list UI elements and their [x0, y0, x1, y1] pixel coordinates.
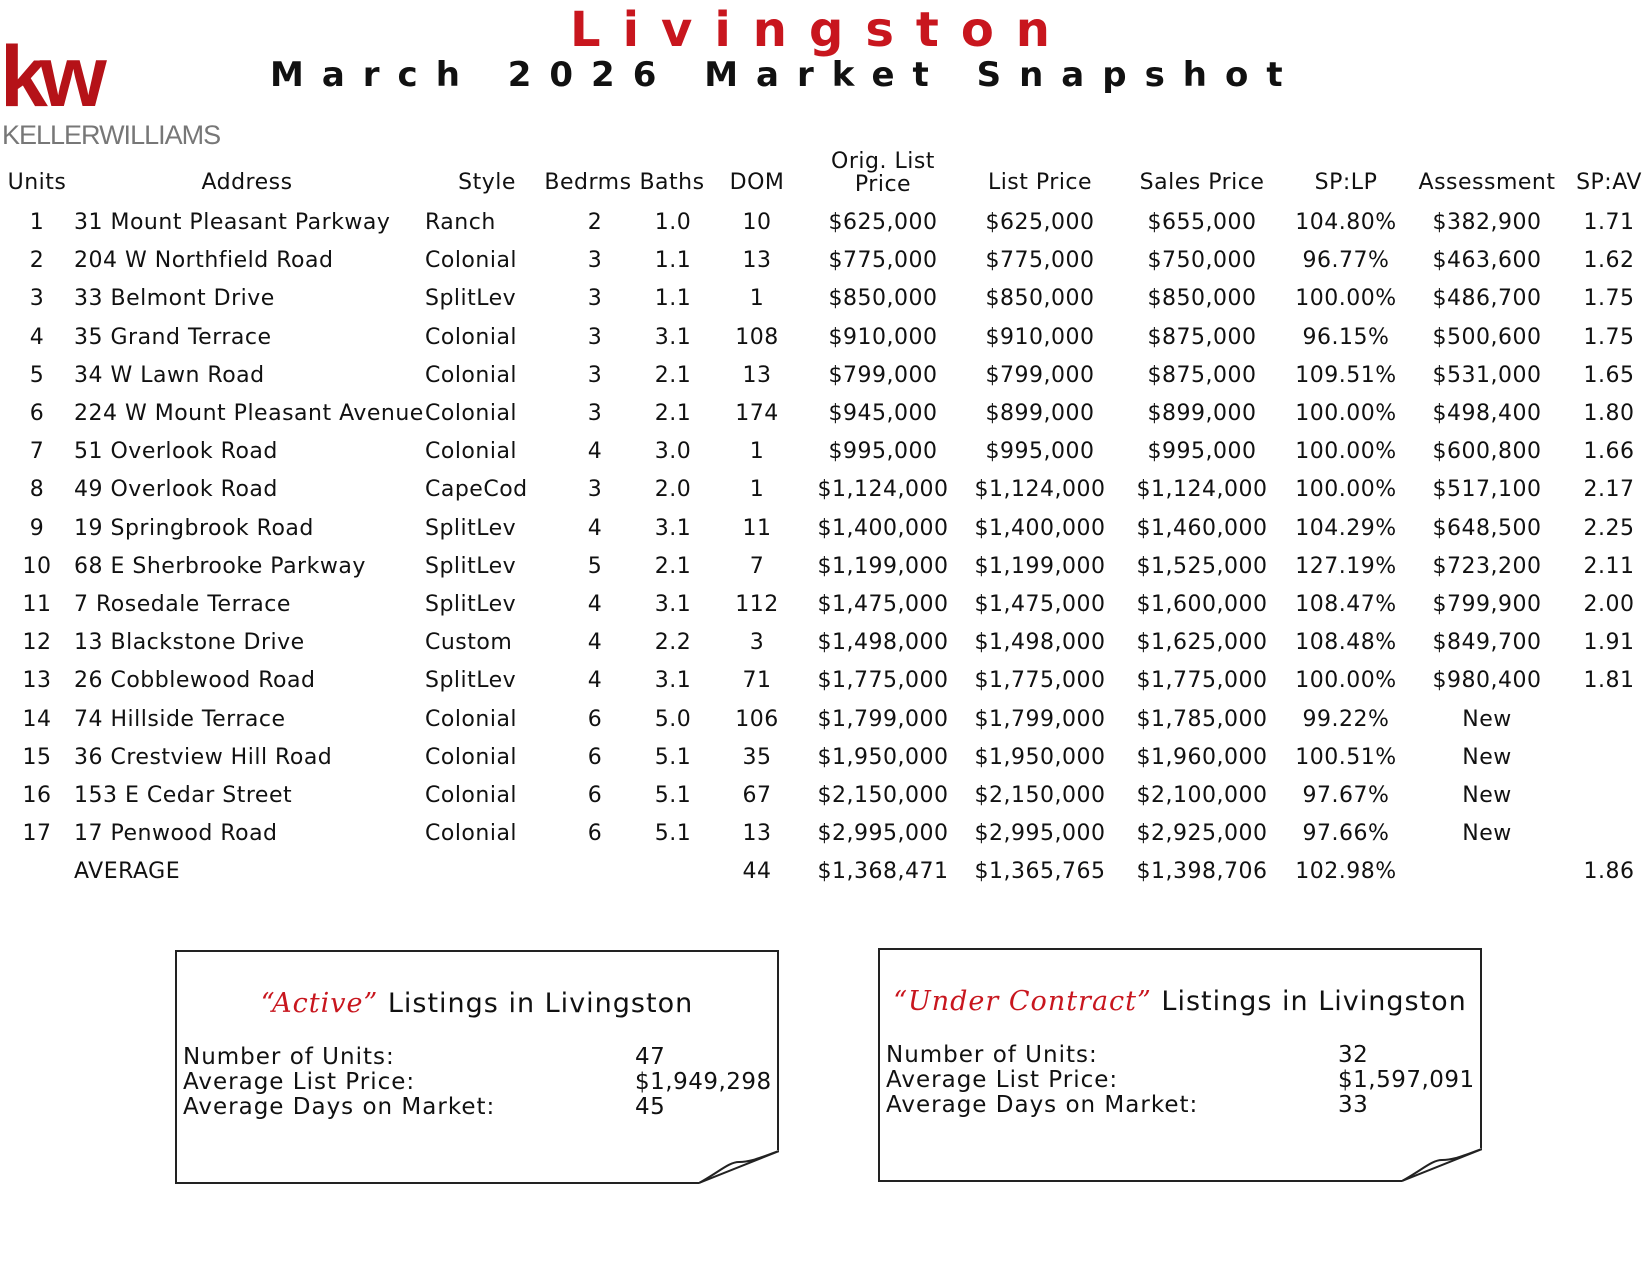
cell-baths: 2.1: [654, 401, 692, 426]
cell-style: Colonial: [425, 821, 518, 847]
contract-title-rest: Listings in Livingston: [1151, 986, 1467, 1017]
cell-dom: 71: [742, 668, 772, 694]
cell-list-price: $1,498,000: [974, 630, 1106, 656]
cell-unit: 4: [29, 324, 45, 350]
cell-sales-price: $1,600,000: [1136, 592, 1268, 617]
cell-orig-list-price: $1,775,000: [817, 668, 949, 694]
active-dom-label: Average Days on Market:: [183, 1094, 496, 1120]
cell-assessment: $799,900: [1432, 592, 1542, 617]
cell-assessment: $980,400: [1432, 668, 1542, 694]
cell-style: Colonial: [425, 324, 518, 350]
cell-assessment: New: [1462, 744, 1512, 770]
cell-unit: 15: [22, 744, 52, 770]
cell-dom: 10: [742, 210, 772, 235]
active-price-label: Average List Price:: [183, 1069, 416, 1095]
cell-bedrms: 3: [587, 286, 603, 312]
cell-sp-lp: 100.00%: [1295, 477, 1397, 503]
active-box-title: [177, 988, 777, 1019]
cell-bedrms: 3: [587, 477, 603, 503]
page-curl-icon: [699, 1150, 779, 1184]
page-subtitle: March 2026 Market Snapshot: [270, 55, 1301, 95]
cell-assessment: $500,600: [1432, 324, 1542, 350]
cell-orig-list-price: $775,000: [828, 248, 938, 274]
cell-orig-list-price: $2,995,000: [817, 821, 949, 847]
cell-list-price: $1,950,000: [974, 744, 1106, 770]
contract-title-emphasis: “Under Contract”: [893, 986, 1152, 1017]
cell-style: Colonial: [425, 362, 518, 388]
cell-unit: 9: [29, 515, 45, 541]
cell-sales-price: $2,925,000: [1136, 821, 1268, 847]
cell-sales-price: $2,100,000: [1136, 783, 1268, 808]
cell-baths: 5.1: [654, 744, 692, 770]
cell-style: CapeCod: [425, 477, 528, 503]
under-contract-box: [878, 948, 1482, 1182]
table-row: [0, 592, 1650, 630]
cell-list-price: $775,000: [985, 248, 1095, 274]
cell-baths: 5.1: [654, 821, 692, 847]
average-list-price: $1,365,765: [974, 859, 1106, 885]
table-row: [0, 783, 1650, 821]
table-header: [0, 140, 1650, 200]
logo-name-bold: KELLER: [2, 120, 100, 150]
cell-baths: 1.1: [654, 248, 692, 274]
cell-sales-price: $750,000: [1147, 248, 1257, 274]
cell-dom: 11: [742, 515, 772, 541]
cell-dom: 1: [749, 477, 765, 503]
table-row: [0, 477, 1650, 515]
cell-bedrms: 5: [587, 553, 603, 579]
cell-address: 19 Springbrook Road: [74, 515, 314, 541]
cell-unit: 8: [29, 477, 45, 503]
average-sp-av: 1.86: [1583, 859, 1635, 885]
cell-list-price: $1,799,000: [974, 706, 1106, 732]
cell-orig-list-price: $1,124,000: [817, 477, 949, 503]
cell-sp-av: 1.80: [1583, 401, 1635, 426]
cell-unit: 17: [22, 821, 52, 847]
cell-address: 34 W Lawn Road: [74, 362, 265, 388]
cell-sp-av: 2.17: [1583, 477, 1635, 503]
header-orig-line2: Price: [854, 172, 912, 197]
cell-assessment: $517,100: [1432, 477, 1542, 503]
cell-assessment: $382,900: [1432, 210, 1542, 235]
cell-style: SplitLev: [425, 553, 517, 579]
cell-address: 7 Rosedale Terrace: [74, 592, 291, 617]
cell-unit: 5: [29, 362, 45, 388]
cell-list-price: $625,000: [985, 210, 1095, 235]
cell-sales-price: $1,960,000: [1136, 744, 1268, 770]
cell-orig-list-price: $945,000: [828, 401, 938, 426]
cell-sp-av: 1.62: [1583, 248, 1635, 274]
active-price-value: $1,949,298: [635, 1069, 772, 1095]
cell-unit: 2: [29, 248, 45, 274]
cell-dom: 174: [735, 401, 779, 426]
cell-unit: 14: [22, 706, 52, 732]
cell-list-price: $899,000: [985, 401, 1095, 426]
cell-assessment: $849,700: [1432, 630, 1542, 656]
cell-baths: 3.1: [654, 324, 692, 350]
cell-baths: 2.0: [654, 477, 692, 503]
cell-sp-av: 1.91: [1583, 630, 1635, 656]
cell-bedrms: 6: [587, 821, 603, 847]
cell-sp-av: 1.71: [1583, 210, 1635, 235]
cell-bedrms: 3: [587, 324, 603, 350]
cell-sp-lp: 104.80%: [1295, 210, 1397, 235]
header-address: Address: [201, 170, 293, 195]
cell-baths: 3.0: [654, 439, 692, 465]
cell-baths: 5.1: [654, 783, 692, 808]
cell-list-price: $1,400,000: [974, 515, 1106, 541]
cell-assessment: New: [1462, 821, 1512, 847]
cell-assessment: New: [1462, 706, 1512, 732]
cell-baths: 3.1: [654, 668, 692, 694]
table-row: [0, 554, 1650, 592]
cell-bedrms: 4: [587, 592, 603, 617]
table-row: [0, 707, 1650, 745]
cell-style: SplitLev: [425, 515, 517, 541]
cell-address: 68 E Sherbrooke Parkway: [74, 553, 366, 579]
cell-sp-lp: 108.47%: [1295, 592, 1397, 617]
cell-sp-av: 2.25: [1583, 515, 1635, 541]
cell-baths: 5.0: [654, 706, 692, 732]
cell-unit: 11: [22, 592, 52, 617]
cell-style: Custom: [425, 630, 513, 656]
table-row: [0, 401, 1650, 439]
cell-sales-price: $875,000: [1147, 362, 1257, 388]
cell-style: Colonial: [425, 783, 518, 808]
cell-orig-list-price: $1,799,000: [817, 706, 949, 732]
cell-unit: 12: [22, 630, 52, 656]
cell-list-price: $2,150,000: [974, 783, 1106, 808]
cell-style: Colonial: [425, 706, 518, 732]
cell-address: 51 Overlook Road: [74, 439, 278, 465]
table-row: [0, 286, 1650, 324]
average-orig-list-price: $1,368,471: [817, 859, 949, 885]
active-dom-value: 45: [635, 1094, 666, 1120]
cell-orig-list-price: $1,950,000: [817, 744, 949, 770]
active-units-value: 47: [635, 1044, 666, 1070]
cell-dom: 35: [742, 744, 772, 770]
cell-orig-list-price: $2,150,000: [817, 783, 949, 808]
average-row: [0, 859, 1650, 897]
cell-style: Colonial: [425, 248, 518, 274]
cell-dom: 3: [749, 630, 765, 656]
cell-style: SplitLev: [425, 668, 517, 694]
contract-dom-label: Average Days on Market:: [886, 1092, 1199, 1118]
cell-dom: 106: [735, 706, 779, 732]
logo-name-light: WILLIAMS: [99, 120, 221, 150]
cell-orig-list-price: $1,400,000: [817, 515, 949, 541]
cell-orig-list-price: $625,000: [828, 210, 938, 235]
cell-dom: 1: [749, 286, 765, 312]
cell-orig-list-price: $1,498,000: [817, 630, 949, 656]
cell-address: 33 Belmont Drive: [74, 286, 275, 312]
cell-assessment: New: [1462, 783, 1512, 808]
average-sales-price: $1,398,706: [1136, 859, 1268, 885]
header-orig-list-price: [831, 150, 935, 196]
cell-sales-price: $875,000: [1147, 324, 1257, 350]
cell-sp-lp: 108.48%: [1295, 630, 1397, 656]
cell-sp-av: 1.75: [1583, 324, 1635, 350]
cell-assessment: $531,000: [1432, 362, 1542, 388]
cell-sales-price: $1,775,000: [1136, 668, 1268, 694]
header-sp-av: SP:AV: [1576, 170, 1642, 195]
cell-address: 153 E Cedar Street: [74, 783, 293, 808]
cell-dom: 13: [742, 248, 772, 274]
cell-assessment: $600,800: [1432, 439, 1542, 465]
cell-sales-price: $1,525,000: [1136, 553, 1268, 579]
cell-assessment: $498,400: [1432, 401, 1542, 426]
contract-dom-value: 33: [1338, 1092, 1369, 1118]
cell-orig-list-price: $1,199,000: [817, 553, 949, 579]
header-style: Style: [458, 170, 516, 195]
keller-williams-logo: [0, 30, 240, 150]
cell-address: 204 W Northfield Road: [74, 248, 334, 274]
table-row: [0, 248, 1650, 286]
cell-baths: 1.0: [654, 210, 692, 235]
cell-sp-lp: 100.00%: [1295, 439, 1397, 465]
cell-dom: 7: [749, 553, 765, 579]
cell-unit: 3: [29, 286, 45, 312]
cell-address: 74 Hillside Terrace: [74, 706, 286, 732]
cell-sp-lp: 100.00%: [1295, 668, 1397, 694]
table-row: [0, 325, 1650, 363]
contract-units-label: Number of Units:: [886, 1042, 1098, 1068]
header-sp-lp: SP:LP: [1314, 170, 1378, 195]
page-title: Livingston: [570, 2, 1072, 58]
header-units: Units: [7, 170, 67, 195]
contract-price-value: $1,597,091: [1338, 1067, 1475, 1093]
table-row: [0, 745, 1650, 783]
cell-address: 224 W Mount Pleasant Avenue: [74, 401, 424, 426]
average-sp-lp: 102.98%: [1295, 859, 1397, 885]
cell-baths: 3.1: [654, 592, 692, 617]
cell-sp-lp: 97.66%: [1302, 821, 1390, 847]
cell-bedrms: 4: [587, 630, 603, 656]
cell-list-price: $1,475,000: [974, 592, 1106, 617]
cell-assessment: $648,500: [1432, 515, 1542, 541]
cell-orig-list-price: $799,000: [828, 362, 938, 388]
cell-sp-av: 2.00: [1583, 592, 1635, 617]
table-row: [0, 210, 1650, 248]
average-dom: 44: [742, 859, 772, 885]
cell-sales-price: $899,000: [1147, 401, 1257, 426]
cell-bedrms: 6: [587, 783, 603, 808]
cell-bedrms: 6: [587, 706, 603, 732]
contract-price-label: Average List Price:: [886, 1067, 1119, 1093]
cell-dom: 67: [742, 783, 772, 808]
header-baths: Baths: [639, 170, 705, 195]
active-units-label: Number of Units:: [183, 1044, 395, 1070]
cell-sales-price: $655,000: [1147, 210, 1257, 235]
cell-orig-list-price: $910,000: [828, 324, 938, 350]
table-row: [0, 630, 1650, 668]
cell-sp-lp: 99.22%: [1302, 706, 1390, 732]
cell-list-price: $1,199,000: [974, 553, 1106, 579]
cell-bedrms: 4: [587, 439, 603, 465]
cell-style: Colonial: [425, 401, 518, 426]
cell-list-price: $850,000: [985, 286, 1095, 312]
active-title-emphasis: “Active”: [260, 988, 379, 1019]
cell-style: Colonial: [425, 439, 518, 465]
cell-list-price: $1,124,000: [974, 477, 1106, 503]
cell-bedrms: 3: [587, 248, 603, 274]
cell-bedrms: 3: [587, 362, 603, 388]
cell-sales-price: $850,000: [1147, 286, 1257, 312]
cell-assessment: $463,600: [1432, 248, 1542, 274]
cell-assessment: $486,700: [1432, 286, 1542, 312]
cell-address: 31 Mount Pleasant Parkway: [74, 210, 391, 235]
cell-sales-price: $1,124,000: [1136, 477, 1268, 503]
cell-style: Colonial: [425, 744, 518, 770]
cell-sales-price: $1,785,000: [1136, 706, 1268, 732]
cell-bedrms: 3: [587, 401, 603, 426]
contract-box-title: [880, 986, 1480, 1017]
cell-sp-av: 2.11: [1583, 553, 1635, 579]
cell-unit: 16: [22, 783, 52, 808]
table-row: [0, 821, 1650, 859]
cell-bedrms: 6: [587, 744, 603, 770]
cell-list-price: $1,775,000: [974, 668, 1106, 694]
cell-bedrms: 4: [587, 515, 603, 541]
cell-sp-av: 1.81: [1583, 668, 1635, 694]
cell-dom: 108: [735, 324, 779, 350]
table-row: [0, 363, 1650, 401]
cell-address: 17 Penwood Road: [74, 821, 278, 847]
cell-unit: 13: [22, 668, 52, 694]
header-dom: DOM: [729, 170, 785, 195]
cell-style: SplitLev: [425, 286, 517, 312]
logo-mark: kw: [0, 29, 99, 125]
cell-sp-lp: 100.51%: [1295, 744, 1397, 770]
cell-sp-lp: 96.77%: [1302, 248, 1390, 274]
cell-sp-lp: 96.15%: [1302, 324, 1390, 350]
cell-address: 49 Overlook Road: [74, 477, 278, 503]
cell-style: Ranch: [425, 210, 496, 235]
contract-units-value: 32: [1338, 1042, 1369, 1068]
cell-sales-price: $995,000: [1147, 439, 1257, 465]
cell-style: SplitLev: [425, 592, 517, 617]
header-sales-price: Sales Price: [1139, 170, 1265, 195]
cell-baths: 2.1: [654, 553, 692, 579]
cell-sp-av: 1.75: [1583, 286, 1635, 312]
cell-baths: 3.1: [654, 515, 692, 541]
cell-list-price: $799,000: [985, 362, 1095, 388]
cell-address: 35 Grand Terrace: [74, 324, 272, 350]
cell-dom: 13: [742, 362, 772, 388]
cell-unit: 6: [29, 401, 45, 426]
cell-dom: 13: [742, 821, 772, 847]
cell-address: 36 Crestview Hill Road: [74, 744, 333, 770]
table-row: [0, 516, 1650, 554]
header-assessment: Assessment: [1418, 170, 1556, 195]
header-orig-line1: Orig. List: [831, 149, 935, 174]
cell-unit: 1: [29, 210, 45, 235]
cell-address: 26 Cobblewood Road: [74, 668, 316, 694]
page-curl-icon: [1402, 1148, 1482, 1182]
header-list-price: List Price: [987, 170, 1093, 195]
cell-sp-lp: 97.67%: [1302, 783, 1390, 808]
cell-sp-lp: 109.51%: [1295, 362, 1397, 388]
cell-list-price: $995,000: [985, 439, 1095, 465]
cell-sp-lp: 104.29%: [1295, 515, 1397, 541]
cell-dom: 1: [749, 439, 765, 465]
table-row: [0, 668, 1650, 706]
cell-bedrms: 4: [587, 668, 603, 694]
cell-sales-price: $1,625,000: [1136, 630, 1268, 656]
cell-assessment: $723,200: [1432, 553, 1542, 579]
cell-unit: 7: [29, 439, 45, 465]
cell-orig-list-price: $995,000: [828, 439, 938, 465]
cell-sales-price: $1,460,000: [1136, 515, 1268, 541]
cell-dom: 112: [735, 592, 779, 617]
active-listings-box: [175, 950, 779, 1184]
cell-sp-av: 1.66: [1583, 439, 1635, 465]
cell-sp-lp: 100.00%: [1295, 286, 1397, 312]
average-label: AVERAGE: [74, 859, 181, 885]
cell-baths: 1.1: [654, 286, 692, 312]
header-bedrms: Bedrms: [544, 170, 632, 195]
cell-baths: 2.2: [654, 630, 692, 656]
cell-orig-list-price: $850,000: [828, 286, 938, 312]
cell-sp-lp: 127.19%: [1295, 553, 1397, 579]
cell-list-price: $910,000: [985, 324, 1095, 350]
table-row: [0, 439, 1650, 477]
cell-bedrms: 2: [587, 210, 603, 235]
cell-list-price: $2,995,000: [974, 821, 1106, 847]
cell-unit: 10: [22, 553, 52, 579]
cell-sp-lp: 100.00%: [1295, 401, 1397, 426]
cell-orig-list-price: $1,475,000: [817, 592, 949, 617]
cell-baths: 2.1: [654, 362, 692, 388]
cell-sp-av: 1.65: [1583, 362, 1635, 388]
active-title-rest: Listings in Livingston: [378, 988, 694, 1019]
cell-address: 13 Blackstone Drive: [74, 630, 305, 656]
